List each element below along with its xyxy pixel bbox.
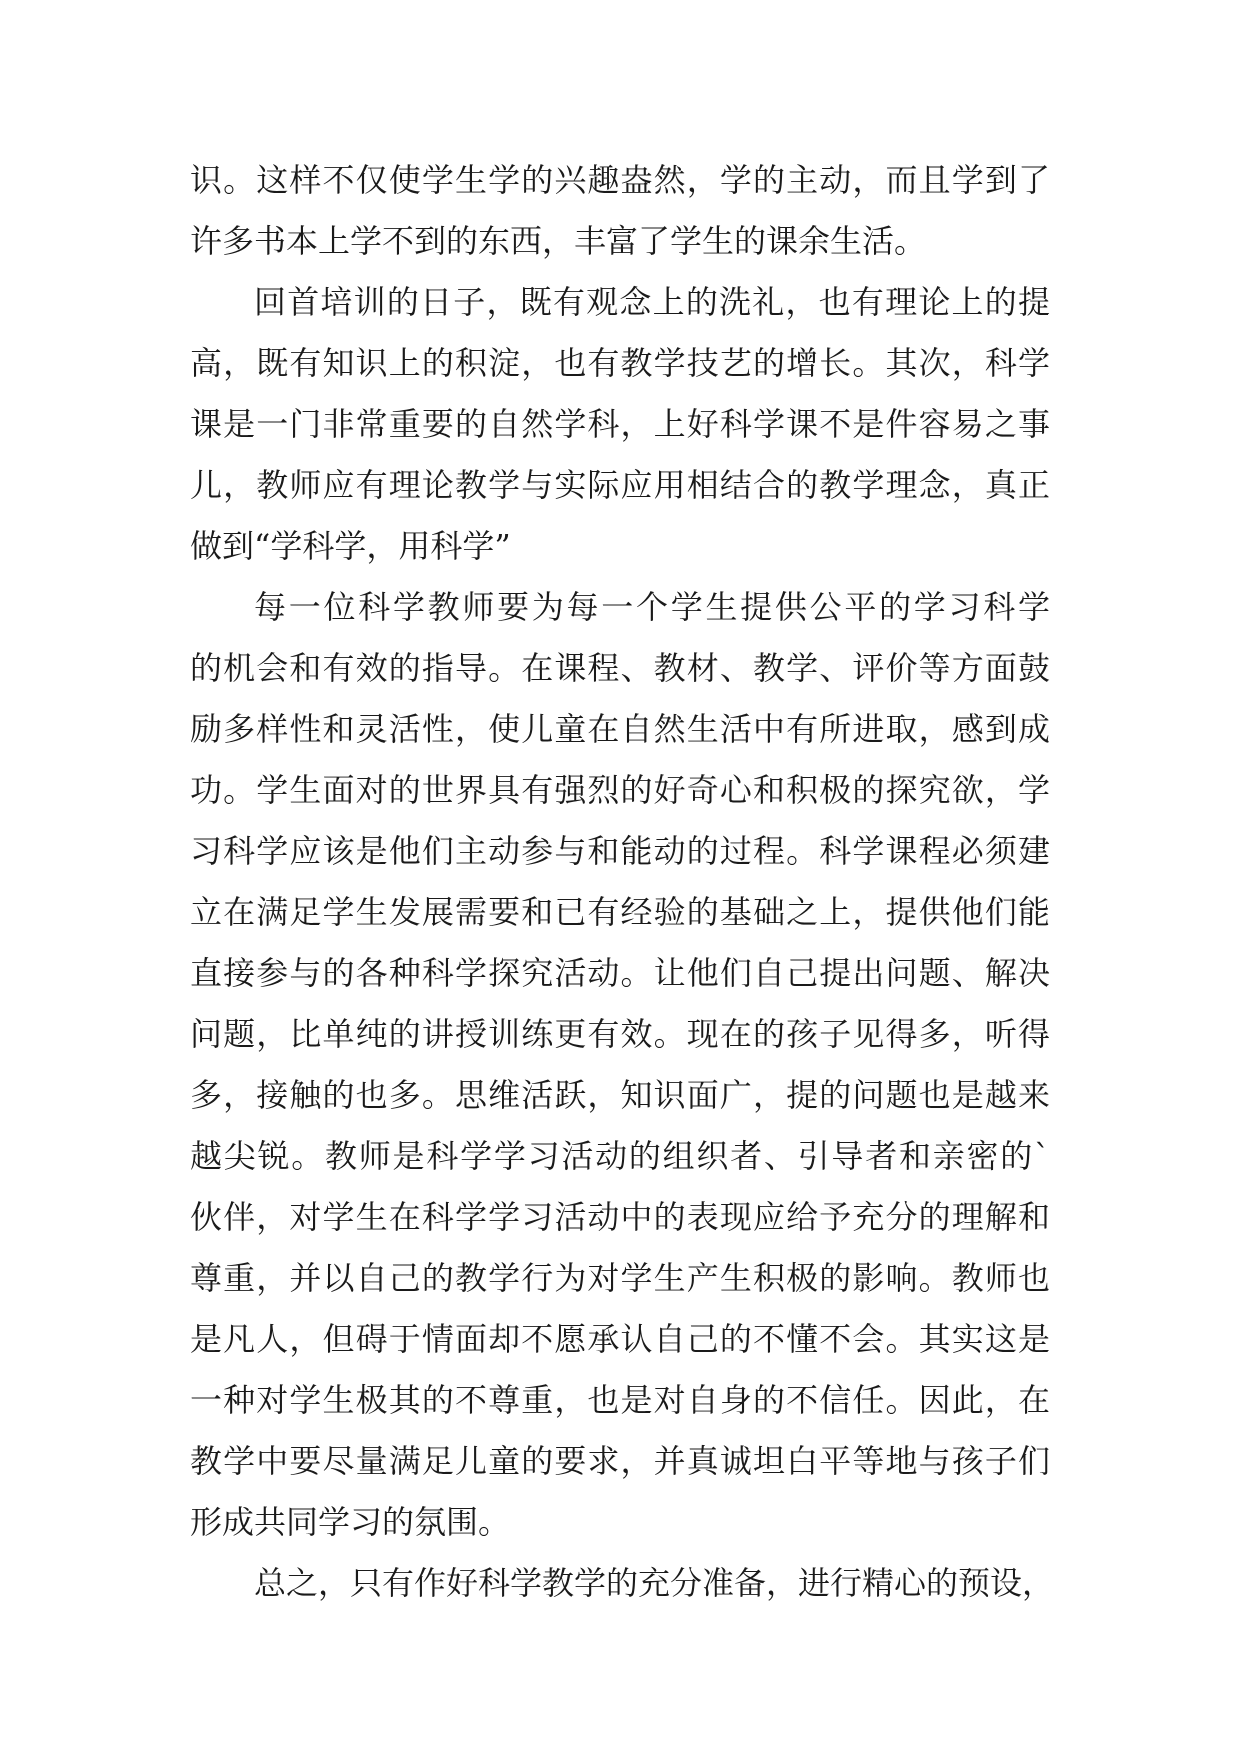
text-line: 习科学应该是他们主动参与和能动的过程。科学课程必须建 — [190, 832, 1050, 870]
text-line: 儿，教师应有理论教学与实际应用相结合的教学理念，真正 — [190, 466, 1050, 504]
text-line: 伙伴，对学生在科学学习活动中的表现应给予充分的理解和 — [190, 1198, 1050, 1236]
text-line: 许多书本上学不到的东西，丰富了学生的课余生活。 — [190, 222, 927, 260]
text-line: 直接参与的各种科学探究活动。让他们自己提出问题、解决 — [190, 954, 1050, 992]
text-line: 总之，只有作好科学教学的充分准备，进行精心的预设， — [254, 1564, 1055, 1602]
text-line: 识。这样不仅使学生学的兴趣盎然，学的主动，而且学到了 — [190, 161, 1050, 199]
text-line: 励多样性和灵活性，使儿童在自然生活中有所进取，感到成 — [190, 710, 1050, 748]
body-text — [190, 150, 1055, 1614]
text-line: 一种对学生极其的不尊重，也是对自身的不信任。因此，在 — [190, 1381, 1050, 1419]
text-line: 功。学生面对的世界具有强烈的好奇心和积极的探究欲，学 — [190, 771, 1050, 809]
text-line: 的机会和有效的指导。在课程、教材、教学、评价等方面鼓 — [190, 649, 1050, 687]
text-line: 形成共同学习的氛围。 — [190, 1503, 511, 1541]
text-line: 是凡人，但碍于情面却不愿承认自己的不懂不会。其实这是 — [190, 1320, 1050, 1358]
text-line: 问题，比单纯的讲授训练更有效。现在的孩子见得多，听得 — [190, 1015, 1050, 1053]
text-line: 回首培训的日子，既有观念上的洗礼，也有理论上的提 — [254, 283, 1050, 321]
text-line: 越尖锐。教师是科学学习活动的组织者、引导者和亲密的` — [190, 1137, 1050, 1175]
text-line: 立在满足学生发展需要和已有经验的基础之上，提供他们能 — [190, 893, 1050, 931]
text-line: 课是一门非常重要的自然学科，上好科学课不是件容易之事 — [190, 405, 1050, 443]
text-line: 尊重，并以自己的教学行为对学生产生积极的影响。教师也 — [190, 1259, 1050, 1297]
text-line: 多，接触的也多。思维活跃，知识面广，提的问题也是越来 — [190, 1076, 1050, 1114]
text-line: 每一位科学教师要为每一个学生提供公平的学习科学 — [254, 588, 1050, 626]
text-line: 教学中要尽量满足儿童的要求，并真诚坦白平等地与孩子们 — [190, 1442, 1050, 1480]
text-line: 做到“学科学，用科学” — [190, 527, 511, 565]
text-line: 高，既有知识上的积淀，也有教学技艺的增长。其次，科学 — [190, 344, 1050, 382]
